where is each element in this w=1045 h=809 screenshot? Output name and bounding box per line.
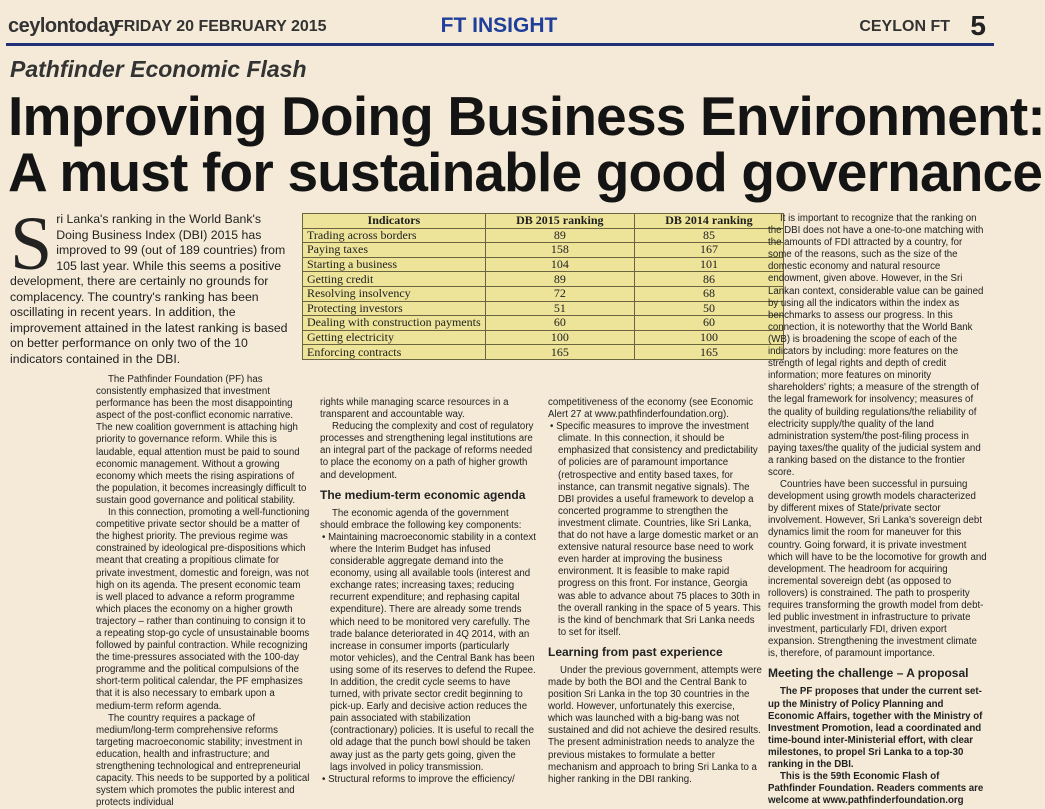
db2014-cell: 50: [634, 301, 783, 316]
col3-paragraph-2: Under the previous government, attempts were made by both the BOI and the Central Bank to position Sri Lanka in the top 30 countries in the world. However, unfortunately this exercise, which was launched with a big-bang was not sustained and did not achieve the desired results. The present administration needs to analyze the previous mistakes to formulate a better mechanism and approach to bring Sri Lanka to a higher ranking in the DBI ranking.: [548, 664, 762, 785]
db2015-cell: 104: [485, 257, 634, 272]
col4-paragraph-4: This is the 59th Economic Flash of Pathfinder Foundation. Readers comments are welcome at www.pathfinderfoundation.org: [768, 771, 984, 807]
body-column-2: [320, 397, 536, 785]
article-headline: [8, 85, 1045, 203]
db2014-cell: 101: [634, 257, 783, 272]
col2-bullet-2: • Structural reforms to improve the efficiency/: [322, 773, 515, 785]
table-header-db2015: DB 2015 ranking: [485, 214, 634, 229]
indicator-cell: Starting a business: [303, 257, 486, 272]
db2014-cell: 68: [634, 286, 783, 301]
drop-cap: S: [10, 202, 53, 286]
indicator-cell: Resolving insolvency: [303, 286, 486, 301]
db2014-cell: 100: [634, 330, 783, 345]
col4-paragraph-1: It is important to recognize that the ranking on the DBI does not have a one-to-one matching with the amounts of FDI attracted by a country, for some of the reasons, such as the size of the domestic economy and natural resource endowment, given above. However, in the Sri Lankan context, considerable value can be gained by using all the indicators within the index as benchmarks to assess our progress. In this connection, it is noteworthy that the World Bank (WB) is broadening the scope of each of the indicators by including: more features on the strength of legal rights and depth of credit information; more features on minority shareholders' rights; a measure of the strength of the legal framework for insolvency; measures of the quality of building regulations/the reliability of electricity supply/the quality of the land administration system/the post-filing process in paying taxes/the quality of the judicial system and a ranking based on the distance to the frontier score.: [768, 213, 984, 478]
table-row: [303, 272, 784, 287]
newspaper-logo: ceylontoday: [8, 15, 120, 37]
col1-paragraph-1: The Pathfinder Foundation (PF) has consistently emphasized that investment performance has been the most disappointing aspect of the post-conflict economic narrative. The new coalition government is attaching high priority to governance reform. While this is laudable, equal attention must be paid to sound economic management. Without a growing economy which meets the rising aspirations of the population, it becomes increasingly difficult to sustain good governance and political stability.: [96, 374, 307, 506]
intro-text: ri Lanka's ranking in the World Bank's Doing Business Index (DBI) 2015 has improved to 99 (out of 189 countries) from 105 last year. While this seems a positive development, there are certainly no grounds for complacency. The country's ranking has been oscillating in recent years. In addition, the improvement attained in the latest ranking is based on better performance on only two of the 10 indicators contained in the DBI.: [10, 212, 288, 366]
col2-subheading: The medium-term economic agenda: [320, 487, 526, 502]
col2-paragraph-3: The economic agenda of the government should embrace the following key components:: [320, 507, 522, 531]
indicator-cell: Getting credit: [303, 272, 486, 287]
db2014-cell: 85: [634, 228, 783, 243]
page-number: 5: [970, 10, 986, 41]
col2-bullet-1: • Maintaining macroeconomic stability in a context where the Interim Budget has infused considerable aggregate demand into the economy, using all available tools (interest and exchange rates; increasing taxes; reducing recurrent expenditure; and rephasing capital expenditure). There are already some trends which need to be monitored very carefully. The trade balance deteriorated in 4Q 2014, with an increase in consumer imports (particularly motor vehicles), and the Central Bank has been using some of its reserves to defend the Rupee. In addition, the credit cycle seems to have turned, with private sector credit beginning to pick-up. Early and decisive action reduces the pain associated with stabilization (contractionary) policies. It is useful to recall the old adage that the punch bowl should be taken away just as the party gets going, given the lags involved in policy transmission.: [322, 531, 536, 773]
table-header-row: [303, 214, 784, 229]
db2015-cell: 158: [485, 243, 634, 258]
db2015-cell: 100: [485, 330, 634, 345]
table-row: [303, 228, 784, 243]
table-row: [303, 316, 784, 331]
table-header-indicators: Indicators: [303, 214, 486, 229]
section-title: FT INSIGHT: [440, 14, 558, 37]
masthead-rule: [6, 43, 994, 46]
table-header-db2014: DB 2014 ranking: [634, 214, 783, 229]
db2014-cell: 86: [634, 272, 783, 287]
col2-paragraph-2: Reducing the complexity and cost of regulatory processes and strengthening legal institutions are an integral part of the package of reforms needed to place the economy on a path of higher growth and development.: [320, 421, 534, 481]
db2015-cell: 72: [485, 286, 634, 301]
table-row: [303, 257, 784, 272]
col3-subheading: Learning from past experience: [548, 644, 723, 659]
db2014-cell: 165: [634, 345, 783, 360]
col3-paragraph-1: competitiveness of the economy (see Economic Alert 27 at www.pathfinderfoundation.org).: [548, 397, 754, 421]
masthead: [8, 12, 990, 42]
db2015-cell: 89: [485, 272, 634, 287]
indicator-cell: Trading across borders: [303, 228, 486, 243]
table-row: [303, 345, 784, 360]
body-column-1: [96, 374, 310, 809]
indicator-cell: Dealing with construction payments: [303, 316, 486, 331]
col4-subheading: Meeting the challenge – A proposal: [768, 666, 969, 681]
col4-paragraph-3: The PF proposes that under the current set-up the Ministry of Policy Planning and Economic Affairs, together with the Ministry of Investment Promotion, lead a coordinated and time-bound inter-Ministerial effort, with clear milestones, to propel Sri Lanka to a top-30 ranking in the DBI.: [768, 686, 983, 771]
table-row: [303, 286, 784, 301]
table-row: [303, 330, 784, 345]
col1-paragraph-3: The country requires a package of medium/long-term comprehensive reforms targeting macroeconomic stability; investment in education, health and infrastructure; and strengthening technological and entrepreneurial capacity. This needs to be supported by a political system which promotes the public interest and protects individual: [96, 712, 310, 809]
indicator-cell: Enforcing contracts: [303, 345, 486, 360]
article-kicker: Pathfinder Economic Flash: [10, 56, 307, 82]
db2015-cell: 89: [485, 228, 634, 243]
col3-bullet-1: • Specific measures to improve the investment climate. In this connection, it should be emphasized that consistency and predictability of policies are of paramount importance (retrospective and entity based taxes, for instance, can transmit negative signals). The DBI provides a useful framework to develop a concerted programme to strengthen the investment climate. Countries, like Sri Lanka, that do not have a large domestic market or an extensive natural resource base need to work even harder at improving the business environment. It is feasible to make rapid progress on this front. For instance, Georgia was able to advance about 75 places to 30th in the overall ranking in the space of 5 years. This is the kind of benchmark that Sri Lanka needs to set for itself.: [550, 421, 761, 638]
issue-date: FRIDAY 20 FEBRUARY 2015: [114, 18, 327, 35]
col1-paragraph-2: In this connection, promoting a well-functioning competitive private sector should be a matter of the highest priority. The previous regime was constrained by ideological pre-dispositions which meant that creating a propitious climate for private investment, domestic and foreign, was not high on its agenda. The present economic team is well placed to advance a reform programme which places the economy on a higher growth trajectory – rather than continuing to consign it to a repeating stop-go cycle of unsustainable booms followed by painful contraction. While recognizing the time-pressures associated with the 100-day programme and the political compulsions of the short-term political calendar, the PF emphasizes that it is also necessary to embark upon a medium-term reform agenda.: [96, 507, 310, 712]
db2014-cell: 60: [634, 316, 783, 331]
db2015-cell: 165: [485, 345, 634, 360]
publication-name: CEYLON FT: [859, 18, 950, 35]
indicator-cell: Protecting investors: [303, 301, 486, 316]
body-column-3: [548, 397, 762, 785]
indicator-cell: Paying taxes: [303, 243, 486, 258]
body-column-4: [768, 213, 988, 807]
headline-line-2: A must for sustainable good governance: [8, 141, 1043, 203]
col2-paragraph-1: rights while managing scarce resources in a transparent and accountable way.: [320, 397, 509, 421]
db2015-cell: 60: [485, 316, 634, 331]
db2015-cell: 51: [485, 301, 634, 316]
db2014-cell: 167: [634, 243, 783, 258]
indicators-table: [302, 213, 784, 360]
headline-line-1: Improving Doing Business Environment:: [8, 85, 1045, 147]
table-row: [303, 301, 784, 316]
indicator-cell: Getting electricity: [303, 330, 486, 345]
article-intro: [10, 202, 292, 367]
table-row: [303, 243, 784, 258]
col4-paragraph-2: Countries have been successful in pursuing development using growth models characterized by different mixes of State/private sector involvement. However, Sri Lanka's sovereign debt dynamics limit the room for maneuver for this country. Going forward, it is private investment which will have to be the locomotive for growth and development. The headroom for acquiring incremental sovereign debt (as opposed to rollovers) is constrained. The path to prosperity requires transforming the growth model from debt-led public investment in infrastructure to private investment, particularly FDI, driven export expansion. Strengthening the investment climate is, therefore, of paramount importance.: [768, 479, 987, 660]
